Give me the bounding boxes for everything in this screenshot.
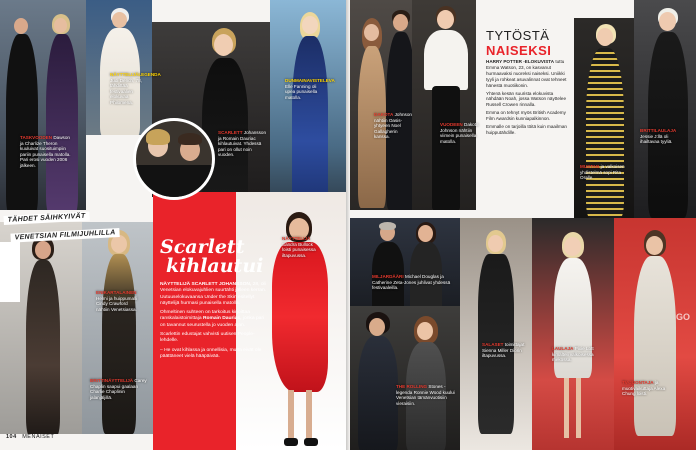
caption-salaset: SALASET toimittajat Sienna Miller Diorin iltapuvussa. <box>482 342 525 359</box>
page-gutter <box>346 0 350 450</box>
right-title: TYTÖSTÄ NAISEKSI <box>486 28 552 58</box>
photo-emma-watson <box>412 0 476 210</box>
caption-judi: NÄYTTELIJÄLEGENDA Judi Dench, 78, tähdittää festivaalien elokuvaa Philomena. <box>110 72 161 105</box>
photo-ronnie-wood <box>350 306 460 450</box>
photo-alexa-chung <box>614 218 696 450</box>
photo-jessie-j <box>634 0 696 218</box>
caption-mustan: MUSTAN ja valkoisen yhdistelmä sopi Rita Oralle. <box>580 164 625 181</box>
photo-pixie-lott <box>532 218 614 450</box>
banner-line2: VENETSIAN FILMIJUHLILLA <box>10 228 119 243</box>
right-article-body: HARRY POTTER -ELOKUVISTA tuttu Emma Watson, 23, on kasvanut hurmaavaksi nuoreksi naiseksi. Uniikki tyyli ja rohkeat asuvalinnat ovat tehneet hänestä muotiikonin. Yhtenä kesän suurista elokuvista nähdään Noah, jossa Watson näyttelee Russell Crowen rinnalla. Emma on tehnyt myös British Academy Film Awardsin kunniapalkinnon. Emmalle on tarjoilla töitä kuin maailman huipputähdille. <box>486 59 567 135</box>
caption-cindy: ENIKARTALAINEN Helmi ja huippumalli Cindy Crawford nähtiin Venetsiassa. <box>96 290 138 312</box>
caption-sandra: NÄYTTELIJÄ Sandra Bullock loisti punaisessa iltapuvussa. <box>282 236 316 258</box>
caption-britt: BRITTILAULAJA Jessie J:llä oli ihailtavaa tyyliä. <box>640 128 677 145</box>
article-headline: Scarlett kihlautui <box>160 236 264 277</box>
photo-sienna-miller <box>460 218 532 450</box>
inset-circle-photo <box>133 118 215 200</box>
photo-chaplin <box>82 222 153 434</box>
caption-voodeen: VUODEEN Dakota Johnson nähtiin viimein punaisella matolla. <box>440 122 479 144</box>
caption-chaplin: BRITTINÄYTTELIJÄ Carey Chaplin saapui gaalaan Charlie Chaplinin jalanjäljillä. <box>90 378 147 400</box>
caption-couple: TASKVOODEN Dawson ja Charlize Theron kuuluivat suosituimpiin pariin punaisella matolla. Pari erosi vuoden 2006 jälkeen. <box>20 135 71 168</box>
photo-dakota-noel <box>350 0 412 210</box>
article-body: NÄYTTELIJÄ SCARLETT JOHANSSON, 28, oli Venetsian elokuvajuhlien suurtähti jälleen kerran. Uutuuselokuvaansa Under the Skin esitellyt näyttelijä hurmasi punaisella matolla. Ohmeltinen suhteen on tarkoitus kirjoittaa ranskalaistoimittaja Romain Dauriac, jonka pari on tavannut seurustella jo vuoden ajan. Scarlettin edustajat vahvisti uutisen People-lehdelle. – He ovat kihlassa ja onnellisia, mutta eivät ole päättäneet vielä hääpäivää. <box>160 282 267 359</box>
caption-dakota: DAKOTA Johnson nähtiin Oasis-yhtyeen Noel Gallagherin kanssa. <box>374 112 412 140</box>
photo-cindy <box>0 222 82 434</box>
photo-couple <box>0 0 86 210</box>
caption-elle: DUNMAINAVISTELEVA Elle Fanning oli upea punaisella matolla. <box>285 78 335 100</box>
caption-laulaja: LAULAJA Pixie Lott kimalteli valkoisessa mekossa. <box>552 346 594 363</box>
caption-scarlett: SCARLETT Johansson ja Romain Dauriac kihlautuivat. Yhdessä pari on ollut noin vuoden. <box>218 130 267 158</box>
photo-judi-dench <box>86 0 161 135</box>
banner-line1: TÄHDET SÄIHKYIVÄT <box>4 212 90 225</box>
photo-elle-fanning <box>270 0 346 210</box>
caption-tv: TV-JUONTAJA ja muotivaikuttaja Alexa Chung loisti. <box>622 380 666 397</box>
photo-rita-ora <box>574 18 634 218</box>
page-number: 104 MENAISET <box>6 434 55 440</box>
watermark-right: GO <box>676 312 691 322</box>
section-banner <box>3 203 120 245</box>
caption-rolling: THE ROLLING Stones -legenda Ronnie Wood kuului Venetsian tämänvuotisiin vieraisiin. <box>396 384 455 406</box>
photo-douglas-zeta <box>350 218 460 306</box>
caption-miljarn: MILJARDÄÄRI Michael Douglas ja Catherine Zeta-Jones juhlivat yhdessä festivaaleilla. <box>372 274 451 291</box>
